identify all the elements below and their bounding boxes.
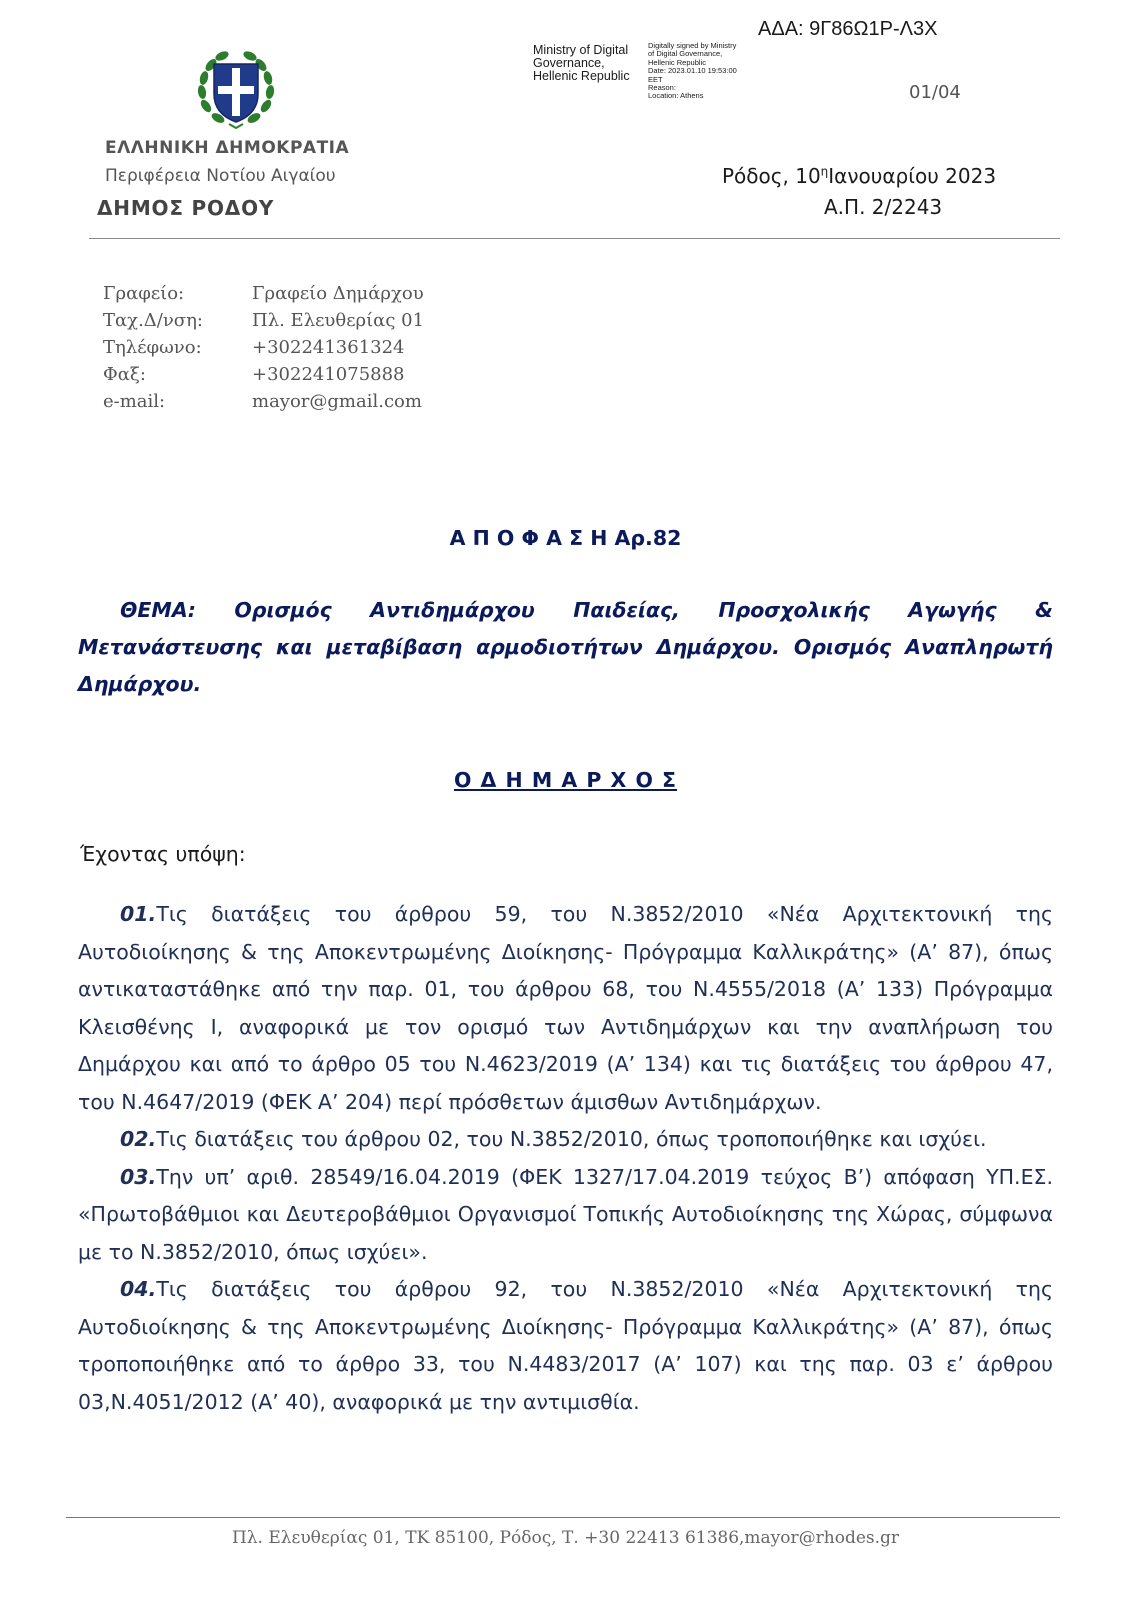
signature-detail-line: of Digital Governance, <box>648 49 723 59</box>
page-count: 01/04 <box>909 82 961 103</box>
municipality-name: ΔΗΜΟΣ ΡΟΔΟΥ <box>97 196 275 220</box>
mayor-heading <box>0 768 1131 792</box>
considering-intro: Έχοντας υπόψη: <box>80 842 246 866</box>
republic-name: ΕΛΛΗΝΙΚΗ ΔΗΜΟΚΡΑΤΙΑ <box>105 138 350 158</box>
hellenic-republic-emblem <box>196 48 276 130</box>
contact-row <box>103 388 424 415</box>
item-number: 01. <box>120 902 157 926</box>
contact-value: +302241361324 <box>252 337 405 358</box>
contact-label: Γραφείο: <box>103 283 185 304</box>
contact-value: Πλ. Ελευθερίας 01 <box>252 310 425 331</box>
signature-detail-line: EET <box>648 74 663 84</box>
contact-label: e-mail: <box>103 391 166 412</box>
region-name: Περιφέρεια Νοτίου Αιγαίου <box>105 166 336 186</box>
date-suffix: Ιανουαρίου 2023 <box>828 164 997 188</box>
considerations-list <box>78 896 1053 1421</box>
header-divider <box>89 238 1060 239</box>
contact-row <box>103 334 424 361</box>
contact-value: Γραφείο Δημάρχου <box>252 283 424 304</box>
decision-title: Α Π Ο Φ Α Σ Η Αρ.82 <box>449 526 682 550</box>
signer-line: Ministry of Digital <box>533 43 629 57</box>
mayor-heading-text: Ο Δ Η Μ Α Ρ Χ Ο Σ <box>453 768 678 792</box>
item-text: Την υπ’ αριθ. 28549/16.04.2019 (ΦΕΚ 1327/17.04.2019 τεύχος Β’) απόφαση ΥΠ.ΕΣ. «Πρωτοβάθμιοι και Δευτεροβάθμιοι Οργανισμοί Τοπικής Αυτοδιοίκησης της Χώρας, σύμφωνα με το Ν.3852/2010, όπως ισχύει». <box>78 1164 1053 1264</box>
list-item <box>78 1271 1053 1421</box>
signature-detail-line: Hellenic Republic <box>648 57 706 67</box>
item-text: Τις διατάξεις του άρθρου 92, του Ν.3852/2010 «Νέα Αρχιτεκτονική της Αυτοδιοίκησης & της Αποκεντρωμένης Διοίκησης- Πρόγραμμα Καλλικράτης» (Α’ 87), όπως τροποποιήθηκε από το άρθρο 33, του Ν.4483/2017 (Α’ 107) και της παρ. 03 ε’ άρθρου 03,Ν.4051/2012 (Α’ 40), αναφορικά με την αντιμισθία. <box>78 1277 1053 1414</box>
signer-line: Hellenic Republic <box>533 69 630 83</box>
document-date <box>722 164 996 188</box>
signature-detail-line: Reason: <box>648 83 676 93</box>
contact-row <box>103 280 424 307</box>
contact-label: Τηλέφωνο: <box>103 337 202 358</box>
item-number: 04. <box>120 1277 157 1301</box>
footer-divider <box>66 1517 1060 1518</box>
ada-code: ΑΔΑ: 9Γ86Ω1Ρ-Λ3Χ <box>758 18 938 40</box>
digital-signer <box>533 44 630 83</box>
date-prefix: Ρόδος, 10 <box>722 164 821 188</box>
list-item <box>78 896 1053 1121</box>
item-text: Τις διατάξεις του άρθρου 59, του Ν.3852/2010 «Νέα Αρχιτεκτονική της Αυτοδιοίκησης & της Αποκεντρωμένης Διοίκησης- Πρόγραμμα Καλλικράτης» (Α’ 87), όπως αντικαταστάθηκε από την παρ. 01, του άρθρου 68, του Ν.4555/2018 (Α’ 133) Πρόγραμμα Κλεισθένης Ι, αναφορικά με τον ορισμό των Αντιδημάρχων και την αναπλήρωση του Δημάρχου και από το άρθρο 05 του Ν.4623/2019 (Α’ 134) και τις διατάξεις του άρθρου 47, του Ν.4647/2019 (ΦΕΚ Α’ 204) περί πρόσθετων άμισθων Αντιδημάρχων. <box>78 902 1053 1114</box>
contact-value: +302241075888 <box>252 364 405 385</box>
protocol-number: Α.Π. 2/2243 <box>824 195 943 219</box>
subject: ΘΕΜΑ: Ορισμός Αντιδημάρχου Παιδείας, Προσχολικής Αγωγής & Μετανάστευσης και μεταβίβαση αρμοδιοτήτων Δημάρχου. Ορισμός Αναπληρωτή Δημάρχου. <box>78 598 1053 696</box>
list-item <box>78 1121 1053 1159</box>
footer-address: Πλ. Ελευθερίας 01, ΤΚ 85100, Ρόδος, Τ. +30 22413 61386,mayor@rhodes.gr <box>231 1528 900 1548</box>
signature-detail-line: Date: 2023.01.10 19:53:00 <box>648 66 737 76</box>
contact-row <box>103 307 424 334</box>
contact-label: Φαξ: <box>103 364 146 385</box>
signature-detail-line: Location: Athens <box>648 91 704 101</box>
date-ordinal: η <box>820 164 829 179</box>
contact-label: Ταχ.Δ/νση: <box>103 310 203 331</box>
signer-line: Governance, <box>533 56 605 70</box>
digital-signature-details <box>648 42 737 101</box>
contact-value: mayor@gmail.com <box>252 391 422 412</box>
contact-row <box>103 361 424 388</box>
list-item <box>78 1159 1053 1272</box>
item-number: 02. <box>120 1127 157 1151</box>
contact-block <box>103 280 424 415</box>
item-number: 03. <box>120 1164 157 1189</box>
signature-detail-line: Digitally signed by Ministry <box>648 41 737 50</box>
item-text: Τις διατάξεις του άρθρου 02, του Ν.3852/2010, όπως τροποποιήθηκε και ισχύει. <box>156 1127 987 1151</box>
